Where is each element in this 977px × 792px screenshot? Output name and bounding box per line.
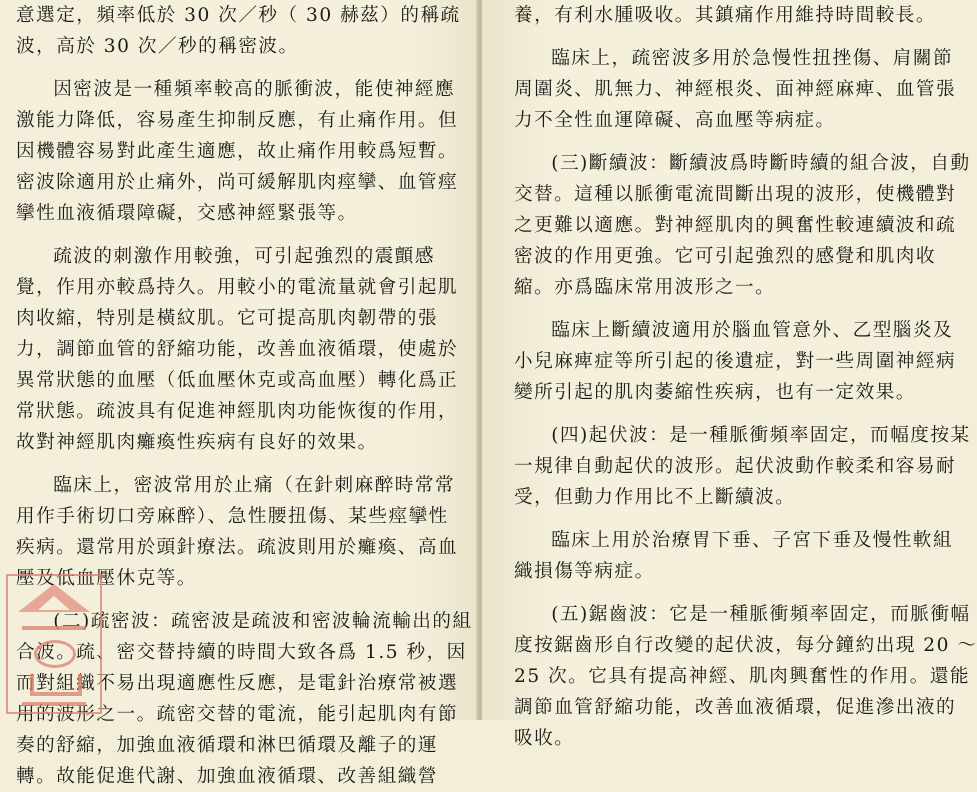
text-line: 肉收縮，特別是橫紋肌。它可提高肌肉韌帶的張: [16, 308, 438, 329]
text-line: 臨床上，密波常用於止痛（在針刺麻醉時常常: [53, 475, 456, 496]
text-line: 奏的舒縮，加強血液循環和淋巴循環及離子的運: [16, 735, 438, 756]
text-line: 受，但動力作用比不上斷續波。: [514, 487, 796, 508]
text-line: 力，調節血管的舒縮功能，改善血液循環，使處於: [16, 339, 459, 360]
text-line: 而對組織不易出現適應性反應，是電針治療常被選: [16, 673, 459, 694]
text-line: (二)疏密波：疏密波是疏波和密波輪流輸出的組: [53, 611, 473, 632]
text-line: 臨床上用於治療胃下垂、子宮下垂及慢性軟組: [551, 530, 954, 551]
right-page-text: [514, 0, 977, 754]
text-line: 25 次。它具有提高神經、肌肉興奮性的作用。還能: [514, 666, 971, 687]
text-line: 因機體容易對此產生適應，故止痛作用較爲短暫。: [16, 141, 459, 162]
text-line: 激能力降低，容易產生抑制反應，有止痛作用。但: [16, 110, 459, 131]
paragraph-gap: [514, 303, 940, 315]
text-line: 疾病。還常用於頭針療法。疏波則用於癱瘓、高血: [16, 537, 459, 558]
text-line: 臨床上，疏密波多用於急慢性扭挫傷、肩關節: [551, 48, 954, 69]
paragraph-gap: [514, 587, 940, 599]
text-line: 異常狀態的血壓（低血壓休克或高血壓）轉化爲正: [16, 370, 459, 391]
text-line: 壓及低血壓休克等。: [16, 568, 197, 589]
text-line: 織損傷等病症。: [514, 561, 655, 582]
text-line: 意選定，頻率低於 30 次／秒（ 30 赫茲）的稱疏: [16, 5, 461, 26]
text-line: 臨床上斷續波適用於腦血管意外、乙型腦炎及: [551, 320, 954, 341]
text-line: 小兒麻痺症等所引起的後遺症，對一些周圍神經病: [514, 351, 957, 372]
publisher-stamp-logo: [6, 574, 102, 714]
text-line: 覺，作用亦較爲持久。用較小的電流量就會引起肌: [16, 277, 459, 298]
text-line: 故對神經肌肉癱瘓性疾病有良好的效果。: [16, 432, 378, 453]
right-page: [482, 0, 977, 749]
text-line: 變所引起的肌肉萎縮性疾病，也有一定效果。: [514, 382, 916, 403]
text-line: 密波的作用更強。它可引起強烈的感覺和肌肉收: [514, 246, 936, 267]
text-line: 周圍炎、肌無力、神經根炎、面神經麻痺、血管張: [514, 79, 957, 100]
text-line: 轉。故能促進代謝、加強血液循環、改善組織營: [16, 766, 438, 787]
text-line: 疏波的刺激作用較強，可引起強烈的震顫感: [53, 246, 435, 267]
text-line: (四)起伏波：是一種脈衝頻率固定，而幅度按某: [551, 425, 971, 446]
text-line: 波，高於 30 次／秒的稱密波。: [16, 36, 299, 57]
text-line: 常狀態。疏波具有促進神經肌肉功能恢復的作用，: [16, 401, 459, 422]
text-line: 養，有利水腫吸收。其鎮痛作用維持時間較長。: [514, 5, 936, 26]
text-line: 度按鋸齒形自行改變的起伏波，每分鐘約出現 20 ～: [514, 635, 977, 656]
stamp-seal-mark: [22, 626, 86, 706]
text-line: (五)鋸齒波：它是一種脈衝頻率固定，而脈衝幅: [551, 604, 971, 625]
paragraph-gap: [514, 136, 940, 148]
text-line: 之更難以適應。對神經肌肉的興奮性較連續波和疏: [514, 215, 957, 236]
paragraph-gap: [514, 513, 940, 525]
text-line: 因密波是一種頻率較高的脈衝波，能使神經應: [53, 79, 456, 100]
text-line: 合波。疏、密交替持續的時間大致各爲 1.5 秒，因: [16, 642, 467, 663]
text-line: 力不全性血運障礙、高血壓等病症。: [514, 110, 836, 131]
text-line: 交替。這種以脈衝電流間斷出現的波形，使機體對: [514, 184, 957, 205]
paragraph-gap: [514, 31, 940, 43]
text-line: 密波除適用於止痛外，尚可緩解肌肉痙攣、血管痙: [16, 172, 459, 193]
paragraph-gap: [16, 62, 456, 74]
text-line: (三)斷續波：斷續波爲時斷時續的組合波，自動: [551, 153, 971, 174]
text-line: 用作手術切口旁麻醉）、急性腰扭傷、某些痙攣性: [16, 506, 449, 527]
paragraph-gap: [514, 408, 940, 420]
paragraph-gap: [16, 458, 456, 470]
text-line: 調節血管舒縮功能，改善血液循環，促進滲出液的: [514, 697, 957, 718]
text-line: 吸收。: [514, 728, 575, 749]
text-line: 縮。亦爲臨床常用波形之一。: [514, 277, 776, 298]
text-line: 用的波形之一。疏密交替的電流，能引起肌肉有節: [16, 704, 459, 725]
text-line: 攣性血液循環障礙，交感神經緊張等。: [16, 203, 358, 224]
text-line: 一規律自動起伏的波形。起伏波動作較柔和容易耐: [514, 456, 957, 477]
paragraph-gap: [16, 229, 456, 241]
